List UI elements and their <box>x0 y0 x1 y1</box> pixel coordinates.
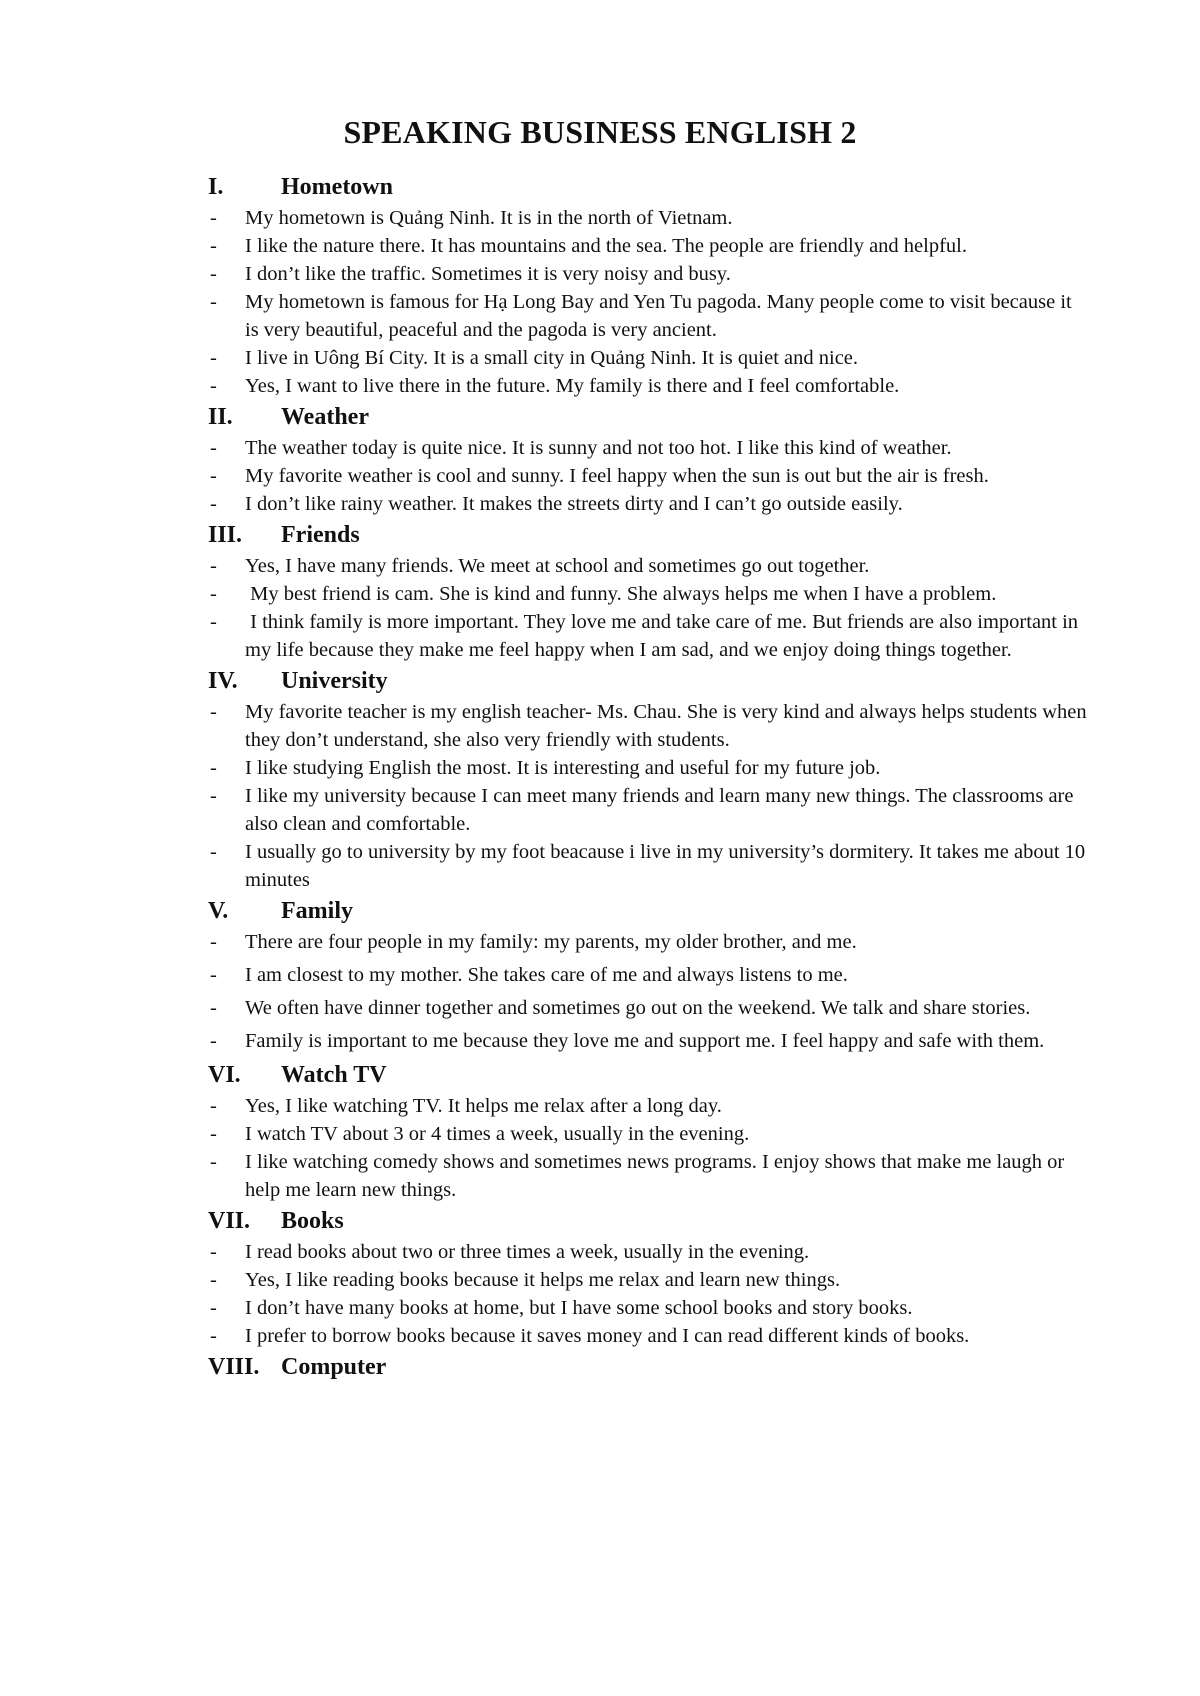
section <box>208 1352 1090 1382</box>
section-number: VII. <box>208 1208 251 1234</box>
dash-bullet-icon: - <box>210 701 217 723</box>
section-title: Books <box>281 1208 344 1234</box>
list-item <box>208 782 1090 838</box>
section-title: Hometown <box>281 174 393 200</box>
list-item-text: My hometown is famous for Hạ Long Bay and Yen Tu pagoda. Many people come to visit because it is very beautiful, peaceful and the pagoda is very ancient. <box>245 291 1077 341</box>
list-item-text: I don’t like the traffic. Sometimes it is very noisy and busy. <box>245 263 731 285</box>
list-item <box>208 552 1090 580</box>
list-item <box>208 580 1090 608</box>
section <box>208 666 1090 894</box>
dash-bullet-icon: - <box>210 931 217 953</box>
bullet-list <box>208 698 1090 894</box>
section <box>208 520 1090 664</box>
dash-bullet-icon: - <box>210 1030 217 1052</box>
dash-bullet-icon: - <box>210 841 217 863</box>
section-title: Weather <box>281 404 369 430</box>
list-item <box>208 928 1090 956</box>
section-heading <box>208 1206 1090 1236</box>
list-item <box>208 1120 1090 1148</box>
dash-bullet-icon: - <box>210 997 217 1019</box>
list-item <box>208 260 1090 288</box>
list-item <box>208 490 1090 518</box>
list-item <box>208 754 1090 782</box>
bullet-list <box>208 204 1090 400</box>
list-item <box>208 288 1090 344</box>
list-item <box>208 1322 1090 1350</box>
list-item <box>208 1027 1090 1055</box>
bullet-list <box>208 928 1090 1055</box>
section-title: Family <box>281 898 353 924</box>
dash-bullet-icon: - <box>210 1325 217 1347</box>
list-item <box>208 1294 1090 1322</box>
list-item <box>208 434 1090 462</box>
dash-bullet-icon: - <box>210 347 217 369</box>
list-item <box>208 961 1090 989</box>
bullet-list <box>208 1092 1090 1204</box>
list-item-text: Yes, I like watching TV. It helps me relax after a long day. <box>245 1095 722 1117</box>
dash-bullet-icon: - <box>210 465 217 487</box>
list-item-text: We often have dinner together and sometimes go out on the weekend. We talk and share stories. <box>245 997 1031 1019</box>
dash-bullet-icon: - <box>210 207 217 229</box>
section <box>208 402 1090 518</box>
list-item-text: Yes, I want to live there in the future. My family is there and I feel comfortable. <box>245 375 900 397</box>
list-item-text: Yes, I have many friends. We meet at school and sometimes go out together. <box>245 555 870 577</box>
list-item <box>208 1092 1090 1120</box>
list-item-text: My favorite teacher is my english teacher- Ms. Chau. She is very kind and always helps students when they don’t understand, she also very friendly with students. <box>245 701 1092 751</box>
dash-bullet-icon: - <box>210 1151 217 1173</box>
list-item-text: I like watching comedy shows and sometimes news programs. I enjoy shows that make me laugh or help me learn new things. <box>245 1151 1070 1201</box>
section-heading <box>208 896 1090 926</box>
dash-bullet-icon: - <box>210 964 217 986</box>
list-item-text: I read books about two or three times a week, usually in the evening. <box>245 1241 810 1263</box>
list-item-text: I like the nature there. It has mountains and the sea. The people are friendly and helpful. <box>245 235 967 257</box>
bullet-list <box>208 434 1090 518</box>
section-number: VIII. <box>208 1354 260 1380</box>
section-heading <box>208 402 1090 432</box>
section-number: V. <box>208 898 229 924</box>
dash-bullet-icon: - <box>210 1269 217 1291</box>
list-item-text: My best friend is cam. She is kind and funny. She always helps me when I have a problem. <box>245 583 997 605</box>
section <box>208 1206 1090 1350</box>
bullet-list <box>208 552 1090 664</box>
dash-bullet-icon: - <box>210 493 217 515</box>
list-item-text: I watch TV about 3 or 4 times a week, usually in the evening. <box>245 1123 750 1145</box>
list-item-text: The weather today is quite nice. It is sunny and not too hot. I like this kind of weather. <box>245 437 952 459</box>
list-item <box>208 1266 1090 1294</box>
dash-bullet-icon: - <box>210 263 217 285</box>
dash-bullet-icon: - <box>210 583 217 605</box>
section-number: II. <box>208 404 233 430</box>
dash-bullet-icon: - <box>210 1095 217 1117</box>
list-item-text: Yes, I like reading books because it helps me relax and learn new things. <box>245 1269 841 1291</box>
section <box>208 172 1090 400</box>
list-item-text: I prefer to borrow books because it saves money and I can read different kinds of books. <box>245 1325 970 1347</box>
dash-bullet-icon: - <box>210 1123 217 1145</box>
list-item <box>208 462 1090 490</box>
list-item-text: I like my university because I can meet many friends and learn many new things. The classrooms are also clean and comfortable. <box>245 785 1079 835</box>
dash-bullet-icon: - <box>210 375 217 397</box>
list-item-text: I think family is more important. They love me and take care of me. But friends are also important in my life because they make me feel happy when I am sad, and we enjoy doing things together. <box>245 611 1084 661</box>
section <box>208 896 1090 1055</box>
section-number: I. <box>208 174 224 200</box>
list-item <box>208 838 1090 894</box>
dash-bullet-icon: - <box>210 555 217 577</box>
section-heading <box>208 1352 1090 1382</box>
sections-container <box>208 172 1090 1382</box>
section-title: Friends <box>281 522 360 548</box>
section <box>208 1060 1090 1204</box>
dash-bullet-icon: - <box>210 611 217 633</box>
list-item-text: Family is important to me because they love me and support me. I feel happy and safe with them. <box>245 1030 1045 1052</box>
list-item-text: I am closest to my mother. She takes care of me and always listens to me. <box>245 964 848 986</box>
list-item <box>208 372 1090 400</box>
list-item <box>208 1148 1090 1204</box>
list-item <box>208 1238 1090 1266</box>
dash-bullet-icon: - <box>210 235 217 257</box>
list-item-text: I don’t like rainy weather. It makes the streets dirty and I can’t go outside easily. <box>245 493 903 515</box>
document-title: SPEAKING BUSINESS ENGLISH 2 <box>343 114 857 150</box>
section-heading <box>208 1060 1090 1090</box>
list-item-text: I usually go to university by my foot beacause i live in my university’s dormitery. It takes me about 10 minutes <box>245 841 1091 891</box>
list-item <box>208 608 1090 664</box>
section-heading <box>208 520 1090 550</box>
list-item-text: I live in Uông Bí City. It is a small city in Quảng Ninh. It is quiet and nice. <box>245 347 859 369</box>
section-heading <box>208 172 1090 202</box>
list-item-text: My hometown is Quảng Ninh. It is in the north of Vietnam. <box>245 207 733 229</box>
section-title: Watch TV <box>281 1062 387 1088</box>
section-title: Computer <box>281 1354 387 1380</box>
list-item-text: There are four people in my family: my parents, my older brother, and me. <box>245 931 857 953</box>
list-item-text: I don’t have many books at home, but I have some school books and story books. <box>245 1297 913 1319</box>
list-item <box>208 344 1090 372</box>
dash-bullet-icon: - <box>210 437 217 459</box>
list-item <box>208 204 1090 232</box>
list-item <box>208 698 1090 754</box>
dash-bullet-icon: - <box>210 291 217 313</box>
list-item <box>208 232 1090 260</box>
bullet-list <box>208 1238 1090 1350</box>
section-title: University <box>281 668 388 694</box>
section-number: VI. <box>208 1062 241 1088</box>
section-number: III. <box>208 522 243 548</box>
list-item-text: I like studying English the most. It is interesting and useful for my future job. <box>245 757 881 779</box>
dash-bullet-icon: - <box>210 785 217 807</box>
dash-bullet-icon: - <box>210 1297 217 1319</box>
list-item-text: My favorite weather is cool and sunny. I feel happy when the sun is out but the air is fresh. <box>245 465 989 487</box>
section-heading <box>208 666 1090 696</box>
dash-bullet-icon: - <box>210 1241 217 1263</box>
dash-bullet-icon: - <box>210 757 217 779</box>
list-item <box>208 994 1090 1022</box>
section-number: IV. <box>208 668 238 694</box>
